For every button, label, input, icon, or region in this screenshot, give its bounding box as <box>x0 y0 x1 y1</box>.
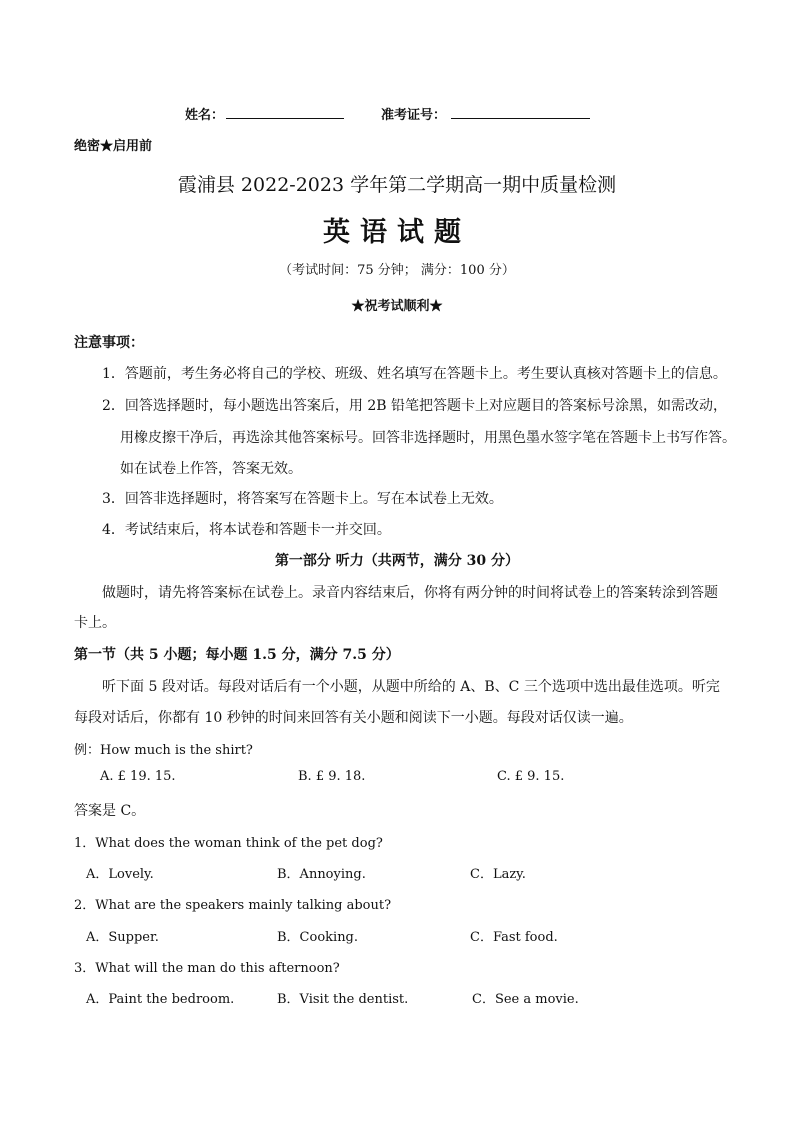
part1-heading: 第一部分 听力（共两节，满分 30 分） <box>274 553 520 569</box>
question-3-option-b: B．Visit the dentist. <box>277 992 409 1007</box>
name-label: 姓名： <box>185 108 225 123</box>
note-item-2-line-3: 如在试卷上作答，答案无效。 <box>120 461 302 477</box>
note-item-4: 4．考试结束后，将本试卷和答题卡一并交回。 <box>102 522 391 538</box>
question-1: 1．What does the woman think of the pet dog? <box>74 836 383 851</box>
note-item-1: 1．答题前，考生务必将自己的学校、班级、姓名填写在答题卡上。考生要认真核对答题卡上的信息。 <box>102 366 727 382</box>
question-3: 3．What will the man do this afternoon? <box>74 961 340 976</box>
question-1-option-c: C．Lazy. <box>470 867 526 882</box>
name-blank <box>226 106 344 119</box>
example-answer: 答案是 C。 <box>74 803 146 819</box>
subject-title: 英语试题 <box>323 217 471 248</box>
example-question: 例：How much is the shirt? <box>74 743 253 758</box>
note-item-3: 3．回答非选择题时，将答案写在答题卡上。写在本试卷上无效。 <box>102 491 503 507</box>
example-option-a: A. £ 19. 15. <box>100 769 176 784</box>
id-blank <box>451 106 590 119</box>
secret-label: 绝密★启用前 <box>74 139 153 154</box>
question-2-option-b: B．Cooking. <box>277 930 359 945</box>
question-2: 2．What are the speakers mainly talking about? <box>74 898 392 913</box>
question-1-option-a: A．Lovely. <box>86 867 154 882</box>
example-option-c: C. £ 9. 15. <box>497 769 565 784</box>
exam-title: 霞浦县 2022-2023 学年第二学期高一期中质量检测 <box>177 174 617 196</box>
question-3-option-c: C．See a movie. <box>472 992 579 1007</box>
question-1-option-b: B．Annoying. <box>277 867 366 882</box>
question-2-option-c: C．Fast food. <box>470 930 558 945</box>
section1-intro-line-2: 每段对话后，你都有 10 秒钟的时间来回答有关小题和阅读下一小题。每段对话仅读一遍。 <box>74 710 633 726</box>
id-label: 准考证号： <box>381 108 447 123</box>
exam-meta: （考试时间：75 分钟； 满分：100 分） <box>279 263 515 278</box>
note-item-2-line-1: 2．回答选择题时，每小题选出答案后，用 2B 铅笔把答题卡上对应题目的答案标号涂黑，如需改动， <box>102 398 728 414</box>
part1-intro-line-1: 做题时，请先将答案标在试卷上。录音内容结束后，你将有两分钟的时间将试卷上的答案转涂到答题 <box>102 585 718 601</box>
question-2-option-a: A．Supper. <box>86 930 159 945</box>
section1-intro-line-1: 听下面 5 段对话。每段对话后有一个小题，从题中所给的 A、B、C 三个选项中选出最佳选项。听完 <box>102 679 720 695</box>
part1-intro-line-2: 卡上。 <box>74 615 116 631</box>
note-item-2-line-2: 用橡皮擦干净后，再选涂其他答案标号。回答非选择题时，用黑色墨水签字笔在答题卡上书写作答。 <box>120 430 736 446</box>
notes-heading: 注意事项： <box>74 335 144 351</box>
section1-heading: 第一节（共 5 小题；每小题 1.5 分，满分 7.5 分） <box>74 647 400 663</box>
example-option-b: B. £ 9. 18. <box>298 769 366 784</box>
good-luck: ★祝考试顺利★ <box>351 299 443 314</box>
question-3-option-a: A．Paint the bedroom. <box>86 992 235 1007</box>
